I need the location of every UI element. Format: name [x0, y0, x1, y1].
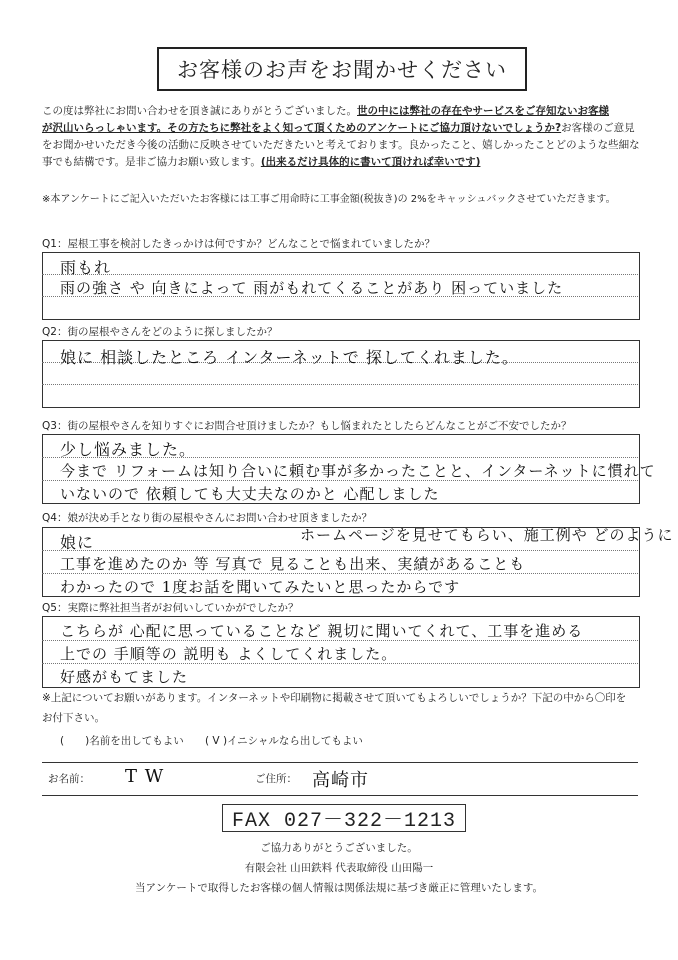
question-2: Q2：街の屋根やさんをどのように探しましたか？	[42, 326, 278, 338]
intro-line3: をお聞かせいただき今後の活動に反映させていただきたいと考えております。良かったこと、嬉しかったことどのような些細な	[42, 139, 640, 151]
answer-5-line-2: 上での 手順等の 説明も よくしてくれました。	[60, 645, 398, 663]
answer-1-line-1: 雨もれ	[60, 258, 112, 277]
question-1: Q1：屋根工事を検討したきっかけは何ですか？どんなことで悩まれていましたか？	[42, 238, 435, 250]
consent-option-name-mark[interactable]: ( )	[60, 735, 90, 747]
question-5: Q5：実際に弊社担当者がお伺いしていかがでしたか？	[42, 602, 299, 614]
question-3: Q3：街の屋根やさんを知りすぐにお問合せ頂けましたか？もし悩まれたとしたらどんなことがご不安でしたか？	[42, 420, 572, 432]
name-label: お名前：	[48, 773, 90, 785]
intro-text	[42, 103, 652, 171]
intro-line2a: が沢山いらっしゃいます。その方たちに弊社をよく知って頂くためのアンケートにご協力頂けないでしょうか?	[42, 122, 562, 134]
consent-line-1: ※上記についてお願いがあります。インターネットや印刷物に掲載させて頂いてもよろしいでしょうか？下記の中から〇印を	[42, 692, 627, 704]
page-title: お客様のお声をお聞かせください	[157, 47, 527, 91]
consent-option-initials-mark[interactable]: ( V )	[205, 735, 228, 747]
cashback-note: ※本アンケートにご記入いただいたお客様には工事ご用命時に工事金額(税抜き)の 2%をキャッシュバックさせていただきます。	[42, 194, 616, 205]
answer-2-line-1: 娘に 相談したところ インターネットで 探してくれました。	[60, 348, 519, 367]
privacy-text: 当アンケートで取得したお客様の個人情報は関係法規に基づき厳正に管理いたします。	[134, 882, 544, 894]
answer-4-line-3: わかったので 1度お話を聞いてみたいと思ったからです	[60, 578, 461, 596]
name-value: T W	[125, 766, 165, 787]
intro-line4b: (出来るだけ具体的に書いて頂ければ幸いです)	[260, 156, 481, 168]
consent-option-name-label: 名前を出してもよい	[89, 735, 184, 747]
consent-line-2: お付下さい。	[42, 712, 105, 724]
company-text: 有限会社 山田鉄料 代表取締役 山田陽一	[244, 862, 434, 874]
answer-4-line-1a: 娘に	[60, 533, 95, 552]
answer-4-line-1b: ホームページを見せてもらい、施工例や どのように	[300, 526, 674, 544]
answer-3-line-2: 今まで リフォームは知り合いに頼む事が多かったことと、インターネットに慣れて	[60, 462, 656, 480]
consent-option-initials[interactable]	[205, 733, 363, 748]
consent-option-initials-label: イニシャルなら出してもよい	[227, 735, 363, 747]
answer-1-line-2: 雨の強さ や 向きによって 雨がもれてくることがあり 困っていました	[60, 279, 564, 297]
intro-line1a: この度は弊社にお問い合わせを頂き誠にありがとうございました。	[42, 105, 357, 117]
intro-line4a: 事でも結構です。是非ご協力お願い致します。	[42, 156, 261, 168]
answer-3-line-3: いないので 依頼しても大丈夫なのかと 心配しました	[60, 485, 440, 503]
address-label: ご住所：	[255, 773, 297, 785]
intro-line1b: 世の中には弊社の存在やサービスをご存知ないお客様	[357, 105, 609, 117]
question-4: Q4：娘が決め手となり街の屋根やさんにお問い合わせ頂きましたか？	[42, 512, 372, 524]
answer-4-line-2: 工事を進めたのか 等 写真で 見ることも出来、実績があることも	[60, 555, 526, 573]
answer-3-line-1: 少し悩みました。	[60, 440, 197, 459]
answer-5-line-1: こちらが 心配に思っていることなど 親切に聞いてくれて、工事を進める	[60, 622, 584, 640]
consent-option-name[interactable]	[60, 733, 184, 748]
intro-line2b: お客様のご意見	[561, 122, 635, 134]
answer-5-line-3: 好感がもてました	[60, 668, 189, 686]
address-value: 高崎市	[312, 770, 369, 791]
thanks-text: ご協力ありがとうございました。	[260, 842, 418, 854]
fax-number: FAX 027－322－1213	[222, 804, 466, 832]
